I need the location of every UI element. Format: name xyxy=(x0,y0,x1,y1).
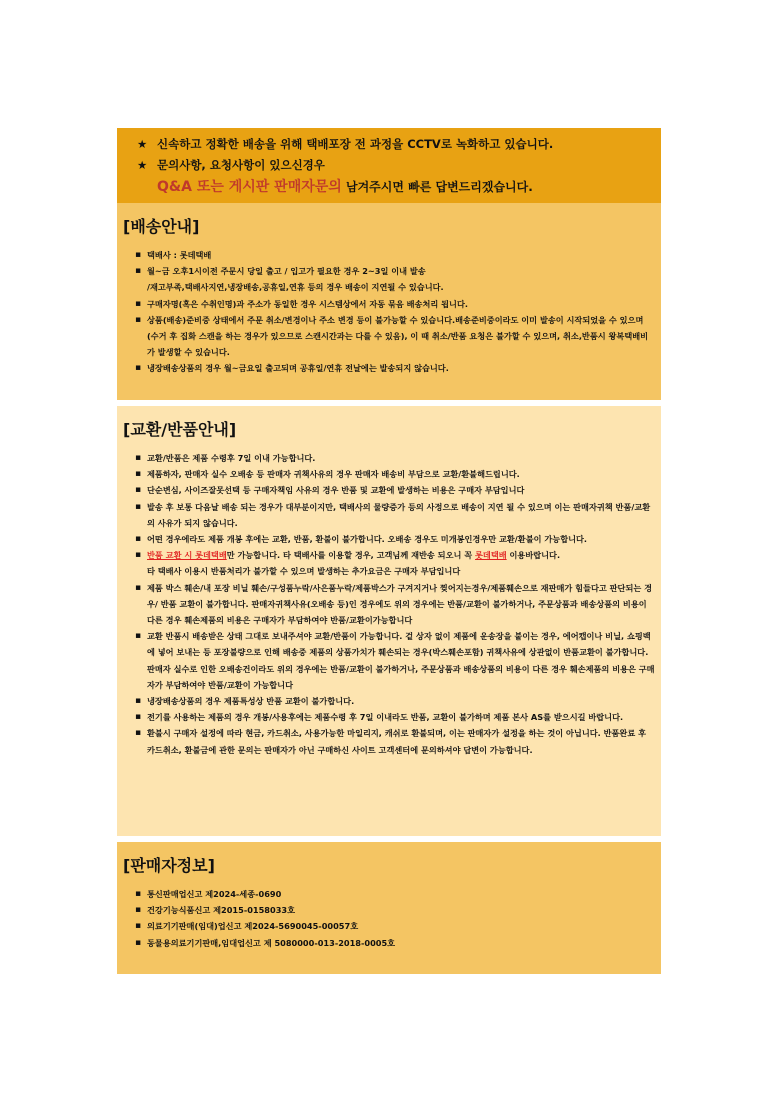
shipping-section xyxy=(117,203,661,400)
list-item-continuation: 타 택배사 이용시 반품처리가 불가할 수 있으며 발생하는 추가요금은 구매자 부담입니다 xyxy=(147,566,461,577)
qa-highlight: Q&A 또는 게시판 판매자문의 xyxy=(157,179,342,195)
star-icon: ★ xyxy=(137,158,148,172)
list-item: ▪ 환불시 구매자 설정에 따라 현금, 카드취소, 사용가능한 마일리지, 캐쉬로 환불되며, 이는 판매자가 설정을 하는 것이 아닙니다. 반품완료 후 카드취소, 환불금에 관한 문의는 판매자가 아닌 구매하신 사이트 고객센터에 문의하셔야 답변이 가능합니다. xyxy=(123,725,655,757)
seller-section xyxy=(117,842,661,974)
list-item: ▪ 전기를 사용하는 제품의 경우 개봉/사용후에는 제품수령 후 7일 이내라도 반품, 교환이 불가하며 제품 본사 AS를 받으시길 바랍니다. xyxy=(123,709,655,725)
exchange-section xyxy=(117,406,661,836)
list-item: ▪ 구매자명(혹은 수취인명)과 주소가 동일한 경우 시스템상에서 자동 묶음 배송처리 됩니다. xyxy=(123,296,655,312)
list-item: ▪ 냉장배송상품의 경우 월~금요일 출고되며 공휴일/연휴 전날에는 발송되지 않습니다. xyxy=(123,360,655,376)
list-item: ▪ 통신판매업신고 제2024-세종-0690 xyxy=(123,886,655,902)
exchange-list xyxy=(123,450,655,758)
list-item: ▪ 제품하자, 판매자 실수 오배송 등 판매자 귀책사유의 경우 판매자 배송비 부담으로 교환/환불해드립니다. xyxy=(123,466,655,482)
list-item: ▪ 발송 후 보통 다음날 배송 되는 경우가 대부분이지만, 택배사의 물량증가 등의 사정으로 배송이 지연 될 수 있으며 이는 판매자귀책 반품/교환의 사유가 되지 않습니다. xyxy=(123,499,655,531)
list-item: ▪ 교환/반품은 제품 수령후 7일 이내 가능합니다. xyxy=(123,450,655,466)
notice-line-cctv: ★ 신속하고 정확한 배송을 위해 택배포장 전 과정을 CCTV로 녹화하고 있습니다. xyxy=(137,134,651,155)
list-item: ▪ 냉장배송상품의 경우 제품특성상 반품 교환이 불가합니다. xyxy=(123,693,655,709)
list-item: ▪ 상품(배송)준비중 상태에서 주문 취소/변경이나 주소 변경 등이 불가능할 수 있습니다.배송준비중이라도 이미 발송이 시작되었을 수 있으며(수거 후 집화 스캔을 하는 경우가 있으므로 스캔시간과는 다를 수 있음), 이 때 취소/반품 요청은 불가할 수 있으며, 취소,반품시 왕복택배비가 발생할 수 있습니다. xyxy=(123,312,655,361)
list-item: ▪ 단순변심, 사이즈잘못선택 등 구매자책임 사유의 경우 반품 및 교환에 발생하는 비용은 구매자 부담입니다 xyxy=(123,482,655,498)
list-item: ▪ 월~금 오후1시이전 주문시 당일 출고 / 입고가 필요한 경우 2~3일 이내 발송 xyxy=(123,263,655,279)
list-item: ▪ 택배사 : 롯데택배 xyxy=(123,247,655,263)
seller-list xyxy=(123,886,655,951)
notice-line-qa: Q&A 또는 게시판 판매자문의 남겨주시면 빠른 답변드리겠습니다. xyxy=(157,179,533,195)
star-icon: ★ xyxy=(137,137,148,151)
shipping-title: [배송안내] xyxy=(123,217,200,236)
list-item-continuation: /재고부족,택배사지연,냉장배송,공휴일,연휴 등의 경우 배송이 지연될 수 있습니다. xyxy=(147,282,444,293)
list-item: ▪ 의료기기판매(임대)업신고 제2024-5690045-00057호 xyxy=(123,918,655,934)
list-item: ▪ 어떤 경우에라도 제품 개봉 후에는 교환, 반품, 환불이 불가합니다. 오배송 경우도 미개봉인경우만 교환/환불이 가능합니다. xyxy=(123,531,655,547)
list-item: ▪ 동물용의료기기판매,임대업신고 제 5080000-013-2018-0005호 xyxy=(123,935,655,951)
seller-title: [판매자정보] xyxy=(123,856,215,875)
list-item-lotte: ▪ 반품 교환 시 롯데택배만 가능합니다. 타 택배사를 이용할 경우, 고객님께 재반송 되오니 꼭 롯데택배 이용바랍니다. xyxy=(123,547,655,563)
lotte-highlight: 롯데택배 xyxy=(475,550,507,561)
list-item: ▪ 제품 박스 훼손/내 포장 비닐 훼손/구성품누락/사은품누락/제품박스가 구겨지거나 찢어지는경우/제품훼손으로 재판매가 힘들다고 판단되는 경우/ 반품 교환이 불가합니다. 판매자귀책사유(오배송 등)인 경우에도 위의 경우에는 반품/교환이 불가하거나, 주문상품과 배송상품의 비용이 다른 경우 훼손제품의 비용은 구매자가 부담하여야 반품/교환이가능합니다 xyxy=(123,580,655,629)
notice-banner xyxy=(117,128,661,203)
exchange-title: [교환/반품안내] xyxy=(123,420,237,439)
notice-line-inquiry: ★ 문의사항, 요청사항이 있으신경우 xyxy=(137,155,651,176)
list-item: ▪ 건강기능식품신고 제2015-0158033호 xyxy=(123,902,655,918)
shipping-list xyxy=(123,247,655,377)
product-notice-document xyxy=(117,128,661,974)
list-item: ▪ 교환 반품시 배송받은 상태 그대로 보내주셔야 교환/반품이 가능합니다. 겉 상자 없이 제품에 운송장을 붙이는 경우, 에어캡이나 비닐, 쇼핑백에 넣어 보내는 등 포장불량으로 인해 배송중 제품의 상품가치가 훼손되는 경우(박스훼손포함) 귀책사유에 상관없이 반품교환이 불가합니다. 판매자 실수로 인한 오배송건이라도 위의 경우에는 반품/교환이 불가하거나, 주문상품과 배송상품의 비용이 다른 경우 훼손제품의 비용은 구매자가 부담하여야 반품/교환이 가능합니다 xyxy=(123,628,655,693)
lotte-highlight: 반품 교환 시 롯데택배 xyxy=(147,550,227,561)
